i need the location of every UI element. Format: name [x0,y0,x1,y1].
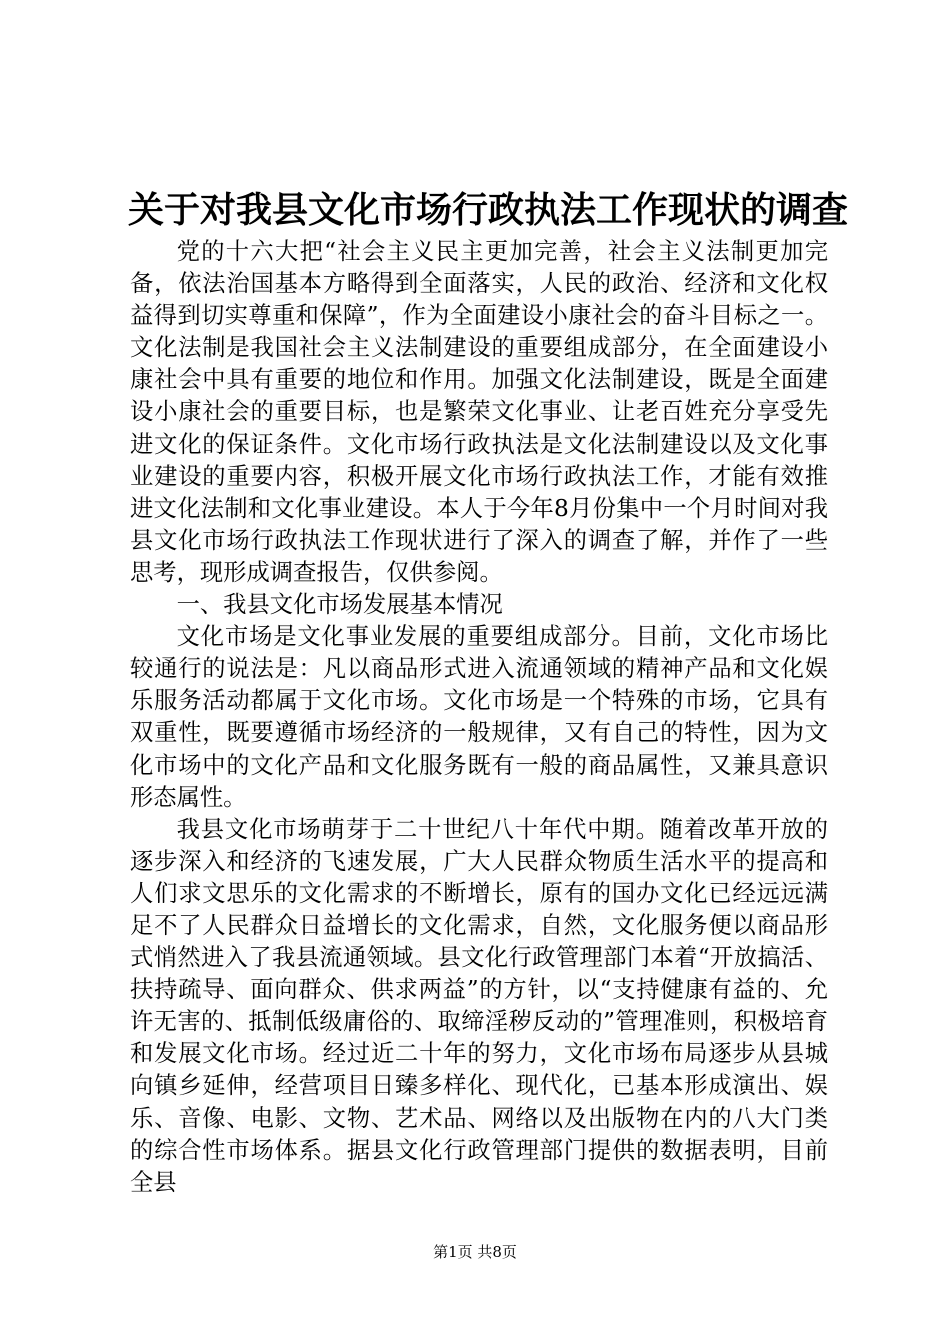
section-heading-1: 一、我县文化市场发展基本情况 [176,591,503,619]
document-body [130,236,828,1199]
page-number-footer: 第1页 共8页 [433,1243,517,1261]
paragraph-intro: 党的十六大把“社会主义民主更加完善，社会主义法制更加完备，依法治国基本方略得到全面落实，人民的政治、经济和文化权益得到切实尊重和保障”，作为全面建设小康社会的奋斗目标之一。文化法制是我国社会主义法制建设的重要组成部分，在全面建设小康社会中具有重要的地位和作用。加强文化法制建设，既是全面建设小康社会的重要目标，也是繁荣文化事业、让老百姓充分享受先进文化的保证条件。文化市场行政执法是文化法制建设以及文化事业建设的重要内容，积极开展文化市场行政执法工作，才能有效推进文化法制和文化事业建设。本人于今年8月份集中一个月时间对我县文化市场行政执法工作现状进行了深入的调查了解，并作了一些思考，现形成调查报告，仅供参阅。 [130,238,828,586]
document-title: 关于对我县文化市场行政执法工作现状的调查 [128,189,849,231]
paragraph-market-history: 我县文化市场萌芽于二十世纪八十年代中期。随着改革开放的逐步深入和经济的飞速发展，广大人民群众物质生活水平的提高和人们求文思乐的文化需求的不断增长，原有的国办文化已经远远满足不了人民群众日益增长的文化需求，自然，文化服务便以商品形式悄然进入了我县流通领域。县文化行政管理部门本着“开放搞活、扶持疏导、面向群众、供求两益”的方针，以“支持健康有益的、允许无害的、抵制低级庸俗的、取缔淫秽反动的”管理准则，积极培育和发展文化市场。经过近二十年的努力，文化市场布局逐步从县城向镇乡延伸，经营项目日臻多样化、现代化，已基本形成演出、娱乐、音像、电影、文物、艺术品、网络以及出版物在内的八大门类的综合性市场体系。据县文化行政管理部门提供的数据表明，目前全县 [130,815,828,1196]
paragraph-market-definition: 文化市场是文化事业发展的重要组成部分。目前，文化市场比较通行的说法是：凡以商品形式进入流通领域的精神产品和文化娱乐服务活动都属于文化市场。文化市场是一个特殊的市场，它具有双重性，既要遵循市场经济的一般规律，又有自己的特性，因为文化市场中的文化产品和文化服务既有一般的商品属性，又兼具意识形态属性。 [130,623,828,811]
